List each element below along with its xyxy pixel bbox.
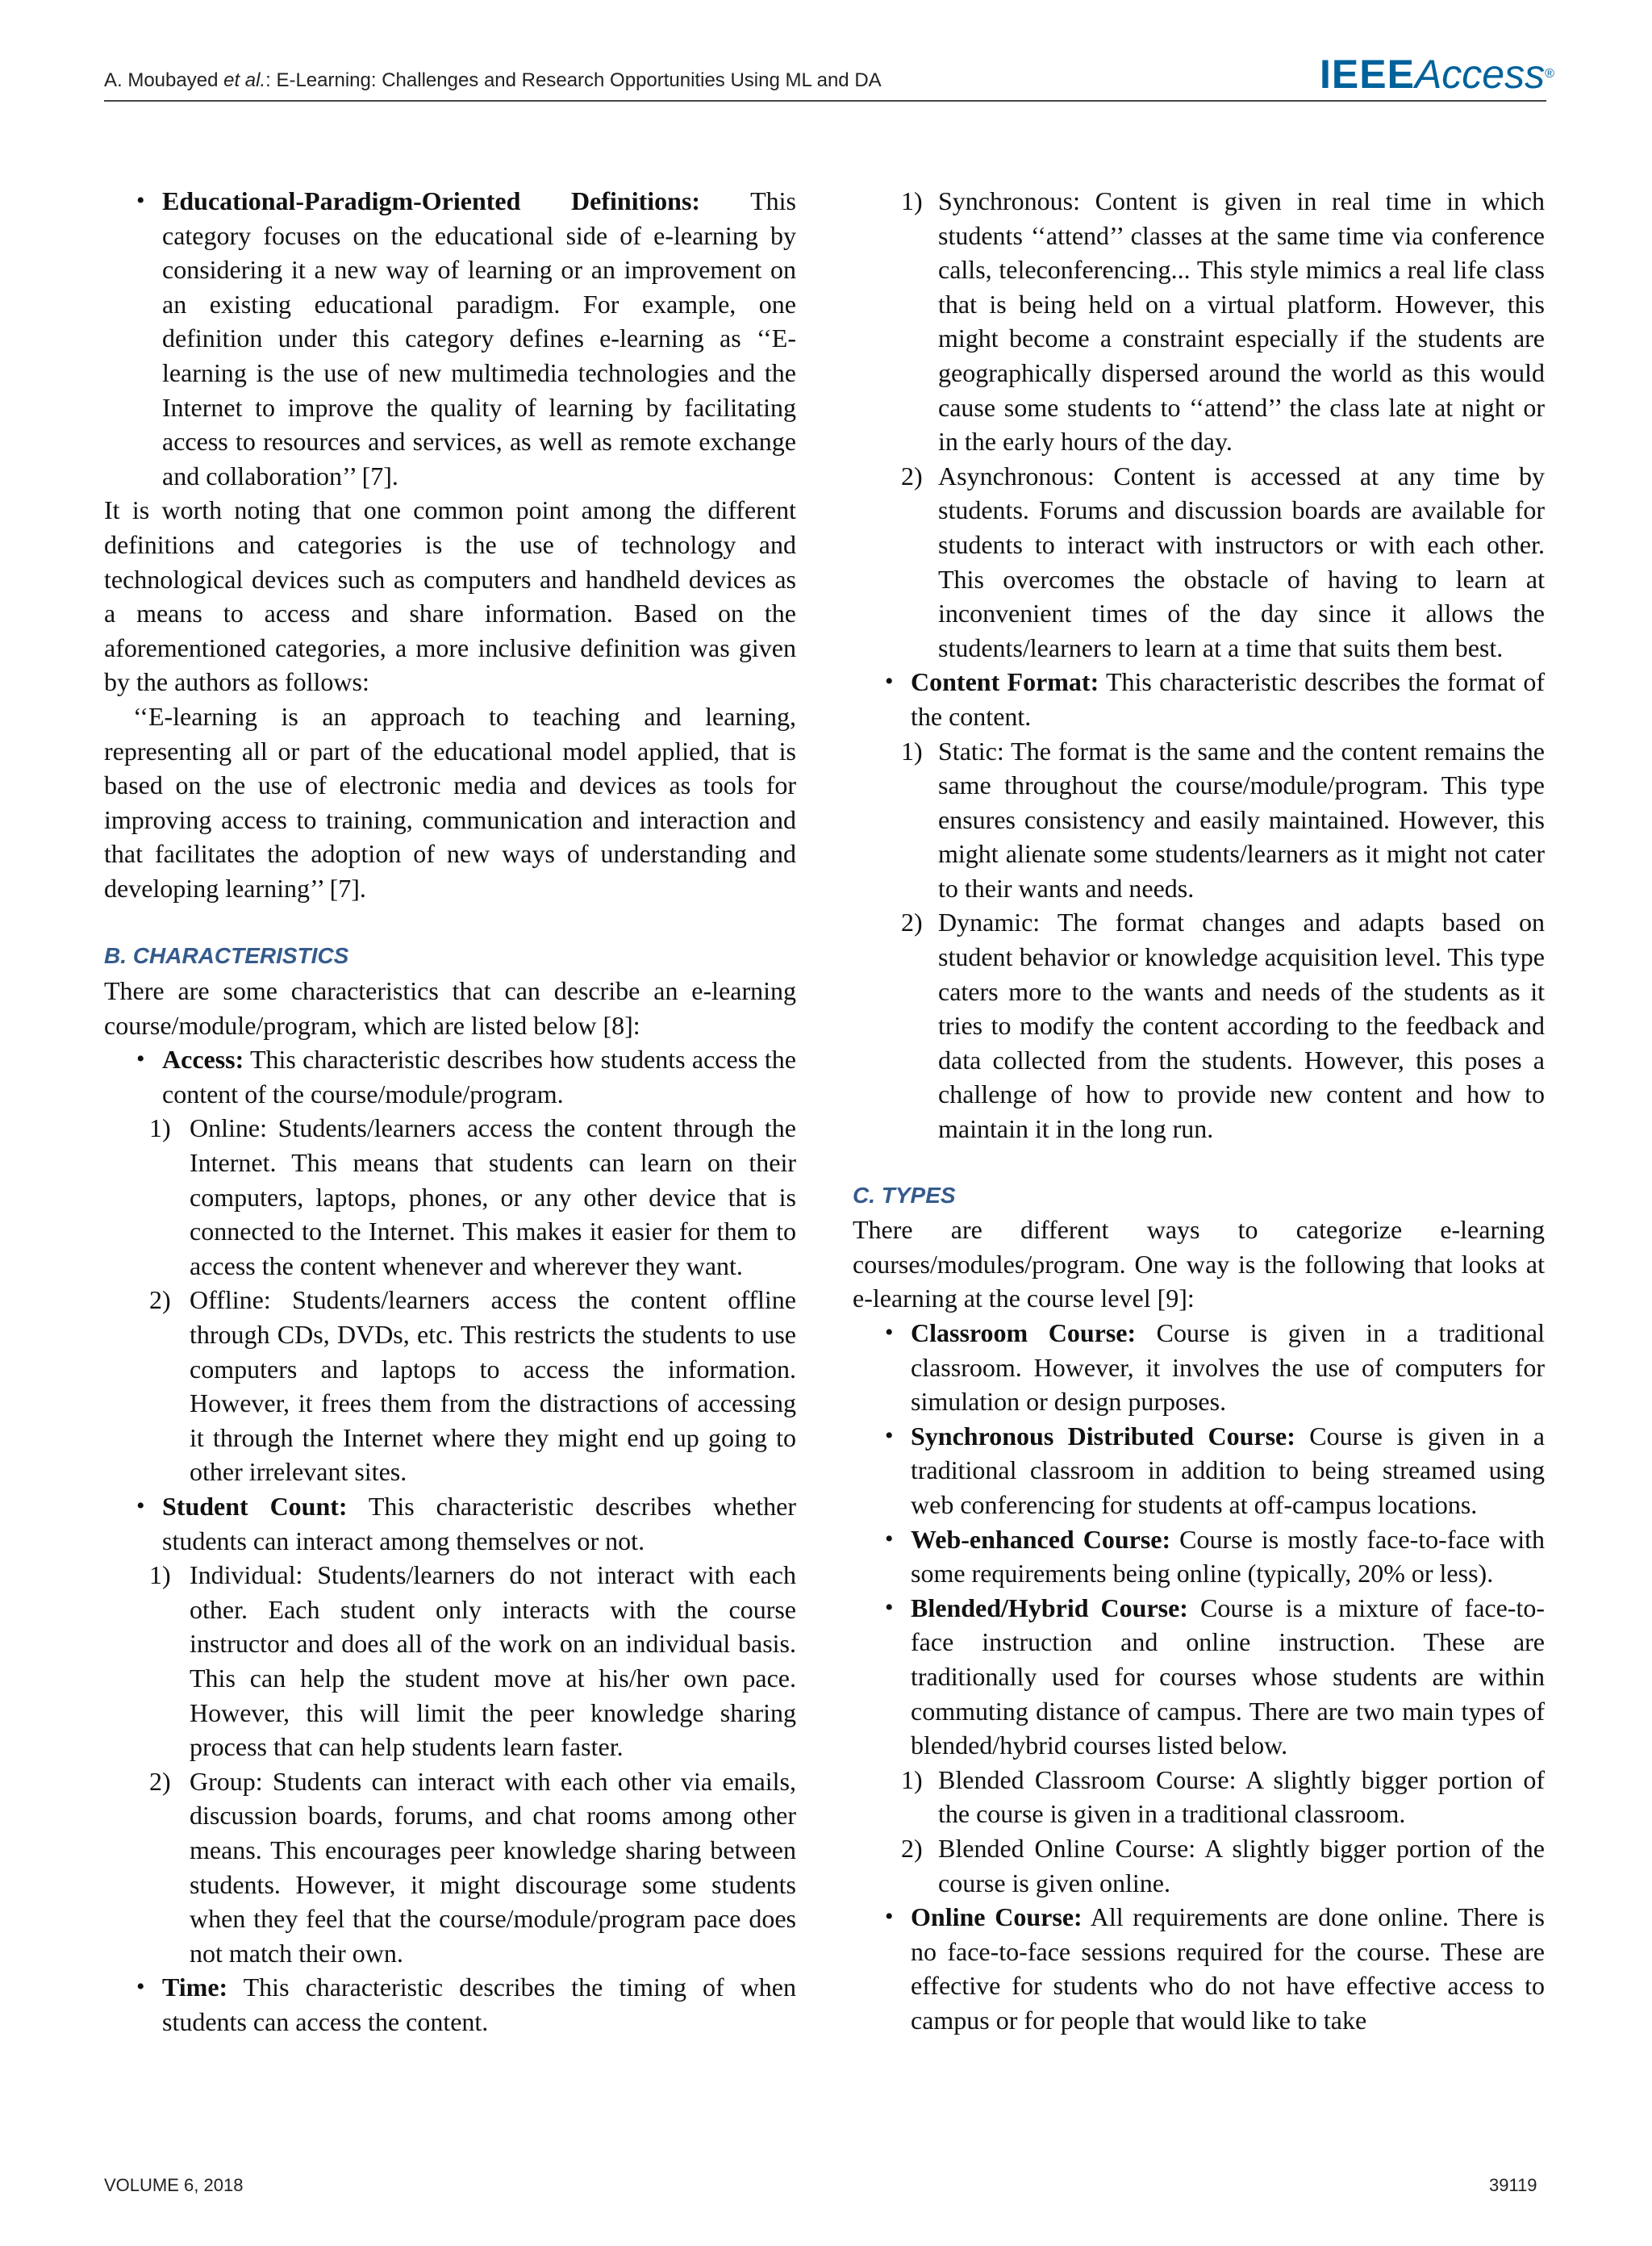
bullet-classroom-course xyxy=(853,1316,1545,1419)
logo-ieee: IEEE xyxy=(1320,52,1415,97)
bullet-student-count xyxy=(104,1489,796,1558)
section-heading-types: C. TYPES xyxy=(853,1182,956,1208)
bullet-dot: • xyxy=(885,1903,894,1931)
bullet-label: Time: xyxy=(162,1973,228,2002)
list-number: 2) xyxy=(149,1766,171,1796)
logo-registered-mark: ® xyxy=(1545,67,1554,81)
left-column xyxy=(104,184,796,2039)
list-number: 1) xyxy=(901,736,923,766)
bullet-label: Student Count: xyxy=(162,1491,348,1521)
bullet-dot: • xyxy=(136,1046,145,1073)
right-column xyxy=(853,184,1545,2037)
list-number: 2) xyxy=(901,908,923,937)
bullet-online-course xyxy=(853,1900,1545,2037)
list-item-blended-classroom xyxy=(853,1763,1545,1831)
list-number: 2) xyxy=(901,1833,923,1863)
bullet-text: Course is mostly face-to-face with some requirements being online (typically, 20% or less). xyxy=(911,1524,1546,1588)
bullet-dot: • xyxy=(885,1319,894,1346)
bullet-text: This characteristic describes how students access the content of the course/module/program. xyxy=(162,1045,796,1108)
bullet-dot: • xyxy=(885,1593,894,1621)
list-text: Synchronous: Content is given in real time in which students ‘‘attend’’ classes at the same time via conference calls, teleconferencing... This style mimics a real life class that is being held on a virtual platform. However, this might become a constraint especially if the students are geographically dispersed around the world as this would cause some students to ‘‘attend’’ the class late at night or in the early hours of the day. xyxy=(938,186,1545,457)
running-head-etal: et al. xyxy=(223,69,266,91)
running-head-title: : E-Learning: Challenges and Research Opportunities Using ML and DA xyxy=(265,69,882,91)
bullet-blended-hybrid-course xyxy=(853,1591,1545,1763)
section-heading-characteristics: B. CHARACTERISTICS xyxy=(104,943,349,969)
paragraph-definition-quote: ‘‘E-learning is an approach to teaching and learning, representing all or part of the educational model applied, that is based on the use of electronic media and devices as tools for improving access to training, communication and interaction and that facilitates the adoption of new ways of understanding and developing learning’’ [7]. xyxy=(104,701,796,903)
list-number: 1) xyxy=(149,1560,171,1590)
bullet-text: This characteristic describes the format of the content. xyxy=(911,667,1546,731)
list-text: Individual: Students/learners do not interact with each other. Each student only interacts with the course instructor and does all of the work on an individual basis. This can help the student move at his/her own pace. However, this will limit the peer knowledge sharing process that can help students learn faster. xyxy=(190,1560,796,1762)
list-item-individual xyxy=(104,1558,796,1764)
bullet-educational-paradigm xyxy=(104,184,796,493)
bullet-label: Online Course: xyxy=(911,1902,1083,1932)
bullet-dot: • xyxy=(885,1525,894,1552)
bullet-dot: • xyxy=(136,1973,145,2001)
bullet-text: Course is given in a traditional classroom. However, it involves the use of computers for simulation or design purposes. xyxy=(911,1318,1546,1417)
bullet-time xyxy=(104,1970,796,2039)
list-item-group xyxy=(104,1764,796,1971)
paragraph-common-point: It is worth noting that one common point among the different definitions and categories is the use of technology and technological devices such as computers and handheld devices as a means to access and share information. Based on the aforementioned categories, a more inclusive definition was given by the authors as follows: xyxy=(104,495,796,697)
bullet-access xyxy=(104,1042,796,1111)
bullet-label: Blended/Hybrid Course: xyxy=(911,1593,1188,1622)
bullet-label: Classroom Course: xyxy=(911,1318,1137,1347)
running-head xyxy=(104,69,882,92)
list-number: 1) xyxy=(901,1764,923,1794)
bullet-web-enhanced-course xyxy=(853,1522,1545,1591)
list-item-offline xyxy=(104,1283,796,1489)
list-number: 1) xyxy=(149,1113,171,1143)
bullet-text: All requirements are done online. There is no face-to-face sessions required for the course. These are effective for students who do not have effective access to campus or for people that would like to take xyxy=(911,1902,1546,2035)
logo-access: Access xyxy=(1414,52,1546,97)
bullet-dot: • xyxy=(136,1492,145,1519)
list-item-asynchronous xyxy=(853,459,1545,666)
bullet-label: Synchronous Distributed Course: xyxy=(911,1421,1295,1451)
bullet-label: Web-enhanced Course: xyxy=(911,1524,1171,1554)
ieee-access-logo xyxy=(1320,50,1554,98)
list-item-online xyxy=(104,1111,796,1283)
bullet-text: This characteristic describes the timing of when students can access the content. xyxy=(162,1973,796,2036)
bullet-text: This characteristic describes whether students can interact among themselves or not. xyxy=(162,1491,796,1555)
bullet-label: Access: xyxy=(162,1045,244,1075)
list-text: Blended Classroom Course: A slightly bigger portion of the course is given in a traditional classroom. xyxy=(938,1764,1545,1829)
bullet-dot: • xyxy=(885,1421,894,1449)
list-number: 1) xyxy=(901,186,923,215)
running-head-authors: A. Moubayed xyxy=(104,69,224,91)
list-item-synchronous xyxy=(853,184,1545,459)
bullet-text: Course is given in a traditional classroom in addition to being streamed using web conferencing for students at off-campus locations. xyxy=(911,1421,1546,1519)
bullet-dot: • xyxy=(885,668,894,695)
bullet-label: Content Format: xyxy=(911,667,1099,697)
bullet-synchronous-distributed-course xyxy=(853,1419,1545,1522)
paragraph-types-intro: There are different ways to categorize e-learning courses/modules/program. One way is the following that looks at e-learning at the course level [9]: xyxy=(853,1215,1545,1313)
footer-page-number: 39119 xyxy=(1489,2175,1537,2195)
list-number: 2) xyxy=(901,461,923,491)
bullet-text: This category focuses on the educational side of e-learning by considering it a new way of learning or an improvement on an existing educational paradigm. For example, one definition under this category defines e-learning as ‘‘E-learning is the use of new multimedia technologies and the Internet to improve the quality of learning by facilitating access to resources and services, as well as remote exchange and collaboration’’ [7]. xyxy=(162,186,797,491)
bullet-text: Course is a mixture of face-to-face instruction and online instruction. These are traditionally used for courses whose students are within commuting distance of campus. There are two main types of blended/hybrid courses listed below. xyxy=(911,1593,1545,1760)
bullet-dot: • xyxy=(136,187,145,214)
footer-volume: VOLUME 6, 2018 xyxy=(104,2175,244,2195)
list-text: Dynamic: The format changes and adapts based on student behavior or knowledge acquisition level. This type caters more to the wants and needs of the students as it tries to modify the content according to the feedback and data collected from the students. However, this poses a challenge of how to provide new content and how to maintain it in the long run. xyxy=(938,908,1545,1144)
list-item-static xyxy=(853,734,1545,906)
header-rule xyxy=(104,100,1546,102)
list-item-blended-online xyxy=(853,1831,1545,1900)
list-text: Group: Students can interact with each other via emails, discussion boards, forums, and chat rooms among other means. This encourages peer knowledge sharing between students. However, it might discourage some students when they feel that the course/module/program pace does not match their own. xyxy=(190,1766,796,1968)
bullet-content-format xyxy=(853,665,1545,733)
paragraph-characteristics-intro: There are some characteristics that can describe an e-learning course/module/program, which are listed below [8]: xyxy=(104,976,796,1040)
list-text: Offline: Students/learners access the content offline through CDs, DVDs, etc. This restricts the students to use computers and laptops to access the information. However, it frees them from the distractions of accessing it through the Internet where they might end up going to other irrelevant sites. xyxy=(190,1285,796,1487)
list-text: Static: The format is the same and the content remains the same throughout the course/module/program. This type ensures consistency and easily maintained. However, this might alienate some students/learners as it might not cater to their wants and needs. xyxy=(938,736,1545,903)
list-text: Blended Online Course: A slightly bigger portion of the course is given online. xyxy=(938,1833,1545,1897)
list-item-dynamic xyxy=(853,905,1545,1146)
bullet-label: Educational-Paradigm-Oriented Definitions: xyxy=(162,186,701,215)
list-text: Asynchronous: Content is accessed at any time by students. Forums and discussion boards are available for students to interact with instructors or with each other. This overcomes the obstacle of having to learn at inconvenient times of the day since it allows the students/learners to learn at a time that suits them best. xyxy=(938,461,1545,662)
list-text: Online: Students/learners access the content through the Internet. This means that students can learn on their computers, laptops, phones, or any other device that is connected to the Internet. This makes it easier for them to access the content whenever and wherever they want. xyxy=(190,1113,796,1280)
list-number: 2) xyxy=(149,1285,171,1315)
